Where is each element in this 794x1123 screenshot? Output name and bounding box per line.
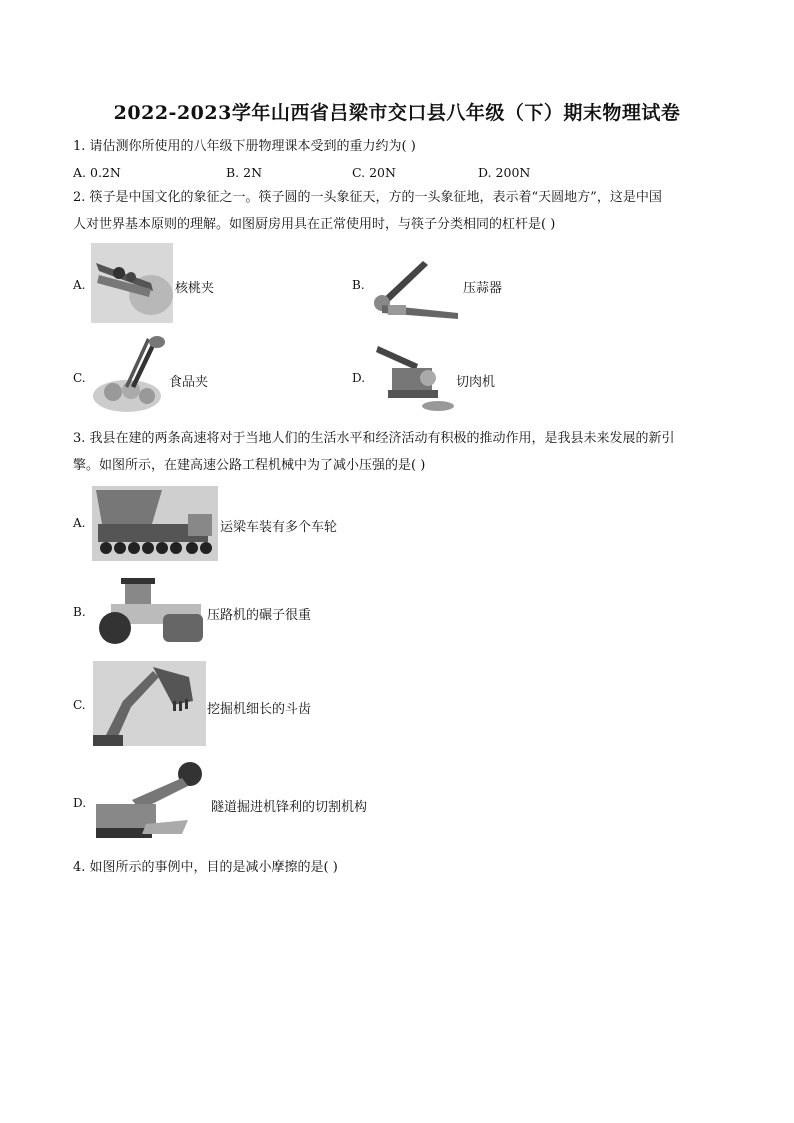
meat-slicer-image: [368, 334, 456, 416]
q1-option-d: [478, 165, 530, 180]
q2-option-d-caption: 切肉机: [456, 375, 496, 390]
q3-option-b-letter: B.: [73, 605, 86, 619]
question-3-stem-line2: 擎。如图所示，在建高速公路工程机械中为了减小压强的是( ): [73, 458, 426, 473]
q1-option-c: [352, 165, 396, 180]
q2-option-c-caption: 食品夹: [169, 375, 209, 390]
road-roller-image: [91, 574, 206, 646]
q1-option-b-text: 2N: [243, 165, 263, 180]
q2-option-a-caption: 核桃夹: [175, 281, 215, 296]
excavator-image: [93, 661, 206, 746]
q3-option-a-letter: A.: [73, 516, 86, 530]
q3-option-d-caption: 隧道掘进机锋利的切割机构: [211, 800, 368, 815]
question-2-stem-line1: 2. 筷子是中国文化的象征之一。筷子圆的一头象征天，方的一头象征地，表示着“天圆地方”，这是中国: [73, 190, 662, 205]
food-tongs-image: [91, 334, 168, 416]
question-3-stem-line1: 3. 我县在建的两条高速将对于当地人们的生活水平和经济活动有积极的推动作用，是我县未来发展的新引: [73, 431, 675, 446]
q1-option-c-letter: C.: [352, 165, 366, 180]
beam-transport-vehicle-image: [92, 486, 218, 561]
q1-option-b-letter: B.: [226, 165, 240, 180]
q1-option-a-text: 0.2N: [90, 165, 121, 180]
question-1-stem: 1. 请估测你所使用的八年级下册物理课本受到的重力约为( ): [73, 139, 416, 154]
page-title: 2022-2023学年山西省吕梁市交口县八年级（下）期末物理试卷: [113, 102, 681, 124]
q1-option-a: [73, 165, 121, 180]
q2-option-a-letter: A.: [73, 278, 86, 292]
q3-option-b-caption: 压路机的碾子很重: [207, 608, 312, 623]
q1-option-a-letter: A.: [73, 165, 87, 180]
q3-option-a-caption: 运梁车装有多个车轮: [220, 520, 338, 535]
q1-option-d-text: 200N: [495, 165, 531, 180]
tunnel-boring-machine-image: [92, 760, 210, 845]
q2-option-b-letter: B.: [352, 278, 365, 292]
garlic-press-image: [368, 243, 462, 323]
q3-option-c-caption: 挖掘机细长的斗齿: [207, 702, 312, 717]
q2-option-b-caption: 压蒜器: [463, 281, 503, 296]
question-2-stem-line2: 人对世界基本原则的理解。如图厨房用具在正常使用时，与筷子分类相同的杠杆是( ): [73, 217, 556, 232]
q2-option-c-letter: C.: [73, 371, 86, 385]
q1-option-c-text: 20N: [369, 165, 396, 180]
q1-option-b: [226, 165, 262, 180]
q3-option-c-letter: C.: [73, 698, 86, 712]
walnut-cracker-image: [91, 243, 173, 323]
q2-option-d-letter: D.: [352, 371, 366, 385]
q1-option-d-letter: D.: [478, 165, 492, 180]
question-4-stem: 4. 如图所示的事例中，目的是减小摩擦的是( ): [73, 860, 338, 875]
q3-option-d-letter: D.: [73, 796, 87, 810]
